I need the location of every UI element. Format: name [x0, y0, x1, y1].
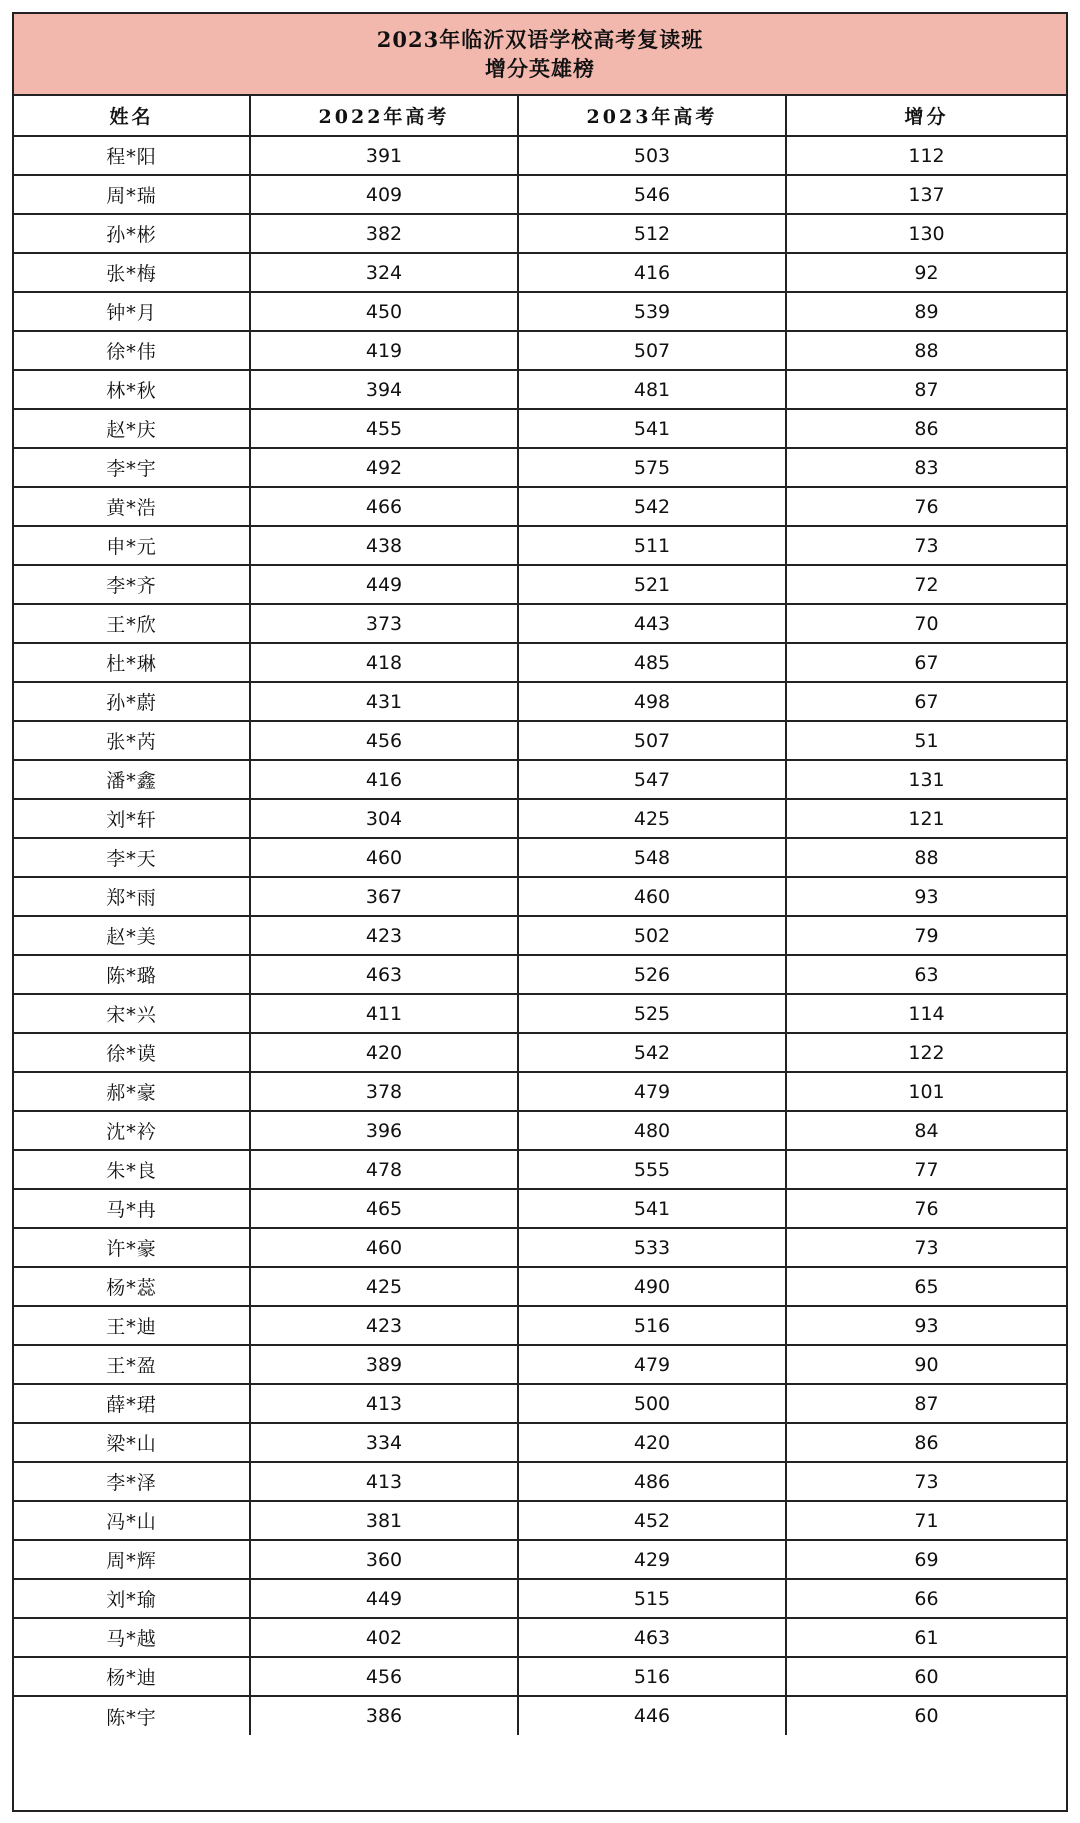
table-row	[14, 877, 1066, 916]
student-name: 王*迪	[14, 1306, 250, 1345]
score-2022: 418	[250, 643, 518, 682]
score-2022: 391	[250, 136, 518, 175]
score-gain: 93	[786, 877, 1066, 916]
student-name: 林*秋	[14, 370, 250, 409]
score-2022: 478	[250, 1150, 518, 1189]
table-row	[14, 214, 1066, 253]
score-gain: 67	[786, 643, 1066, 682]
table-row	[14, 643, 1066, 682]
score-2022: 423	[250, 916, 518, 955]
score-2023: 429	[518, 1540, 786, 1579]
student-name: 杜*琳	[14, 643, 250, 682]
score-2023: 525	[518, 994, 786, 1033]
score-gain: 79	[786, 916, 1066, 955]
score-2022: 389	[250, 1345, 518, 1384]
student-name: 潘*鑫	[14, 760, 250, 799]
score-2022: 378	[250, 1072, 518, 1111]
score-gain: 76	[786, 1189, 1066, 1228]
score-2022: 373	[250, 604, 518, 643]
student-name: 钟*月	[14, 292, 250, 331]
score-gain: 131	[786, 760, 1066, 799]
table-row	[14, 799, 1066, 838]
score-2023: 541	[518, 409, 786, 448]
score-2023: 546	[518, 175, 786, 214]
score-gain: 76	[786, 487, 1066, 526]
table-row	[14, 448, 1066, 487]
score-2023: 516	[518, 1306, 786, 1345]
score-2023: 443	[518, 604, 786, 643]
score-2023: 498	[518, 682, 786, 721]
student-name: 王*欣	[14, 604, 250, 643]
score-2022: 381	[250, 1501, 518, 1540]
score-gain: 72	[786, 565, 1066, 604]
score-gain: 86	[786, 409, 1066, 448]
score-2023: 507	[518, 331, 786, 370]
student-name: 宋*兴	[14, 994, 250, 1033]
student-name: 杨*迪	[14, 1657, 250, 1696]
score-2023: 425	[518, 799, 786, 838]
score-2022: 324	[250, 253, 518, 292]
table-row	[14, 1501, 1066, 1540]
score-2022: 455	[250, 409, 518, 448]
student-name: 黄*浩	[14, 487, 250, 526]
table-row	[14, 1462, 1066, 1501]
score-2023: 502	[518, 916, 786, 955]
table-row	[14, 292, 1066, 331]
table-row	[14, 604, 1066, 643]
header-score-2023: 2023年高考	[518, 96, 786, 136]
score-2023: 516	[518, 1657, 786, 1696]
student-name: 刘*瑜	[14, 1579, 250, 1618]
student-name: 许*豪	[14, 1228, 250, 1267]
table-row	[14, 1189, 1066, 1228]
score-2022: 394	[250, 370, 518, 409]
student-name: 刘*轩	[14, 799, 250, 838]
score-2022: 438	[250, 526, 518, 565]
score-gain: 77	[786, 1150, 1066, 1189]
score-gain: 93	[786, 1306, 1066, 1345]
score-gain: 112	[786, 136, 1066, 175]
score-2022: 419	[250, 331, 518, 370]
score-2022: 396	[250, 1111, 518, 1150]
score-2023: 515	[518, 1579, 786, 1618]
score-2022: 456	[250, 721, 518, 760]
score-2022: 465	[250, 1189, 518, 1228]
score-2022: 456	[250, 1657, 518, 1696]
student-name: 申*元	[14, 526, 250, 565]
student-name: 赵*庆	[14, 409, 250, 448]
student-name: 王*盈	[14, 1345, 250, 1384]
table-row	[14, 682, 1066, 721]
table-row	[14, 1267, 1066, 1306]
score-2022: 460	[250, 838, 518, 877]
header-score-2022: 2022年高考	[250, 96, 518, 136]
score-gain: 67	[786, 682, 1066, 721]
student-name: 张*芮	[14, 721, 250, 760]
score-2022: 420	[250, 1033, 518, 1072]
table-row	[14, 1657, 1066, 1696]
student-name: 孙*蔚	[14, 682, 250, 721]
score-2022: 409	[250, 175, 518, 214]
score-gain: 73	[786, 1228, 1066, 1267]
score-2023: 479	[518, 1072, 786, 1111]
score-2022: 423	[250, 1306, 518, 1345]
score-2022: 334	[250, 1423, 518, 1462]
header-name: 姓名	[14, 96, 250, 136]
score-gain: 71	[786, 1501, 1066, 1540]
score-2023: 548	[518, 838, 786, 877]
table-row	[14, 994, 1066, 1033]
score-2022: 492	[250, 448, 518, 487]
table-row	[14, 136, 1066, 175]
score-2023: 539	[518, 292, 786, 331]
score-2023: 512	[518, 214, 786, 253]
score-2023: 575	[518, 448, 786, 487]
score-gain: 122	[786, 1033, 1066, 1072]
student-name: 冯*山	[14, 1501, 250, 1540]
score-2023: 533	[518, 1228, 786, 1267]
score-gain: 60	[914, 1705, 939, 1727]
student-name: 陈*璐	[14, 955, 250, 994]
table-row	[14, 175, 1066, 214]
score-2023: 511	[518, 526, 786, 565]
table-row	[14, 1150, 1066, 1189]
student-name: 李*天	[14, 838, 250, 877]
table-row	[14, 487, 1066, 526]
student-name: 徐*伟	[14, 331, 250, 370]
student-name: 朱*良	[14, 1150, 250, 1189]
table-row	[14, 955, 1066, 994]
score-gain: 83	[786, 448, 1066, 487]
score-gain: 51	[786, 721, 1066, 760]
student-name: 徐*谟	[14, 1033, 250, 1072]
table-row	[14, 838, 1066, 877]
table-row	[14, 1540, 1066, 1579]
score-2022: 413	[250, 1462, 518, 1501]
score-2023: 542	[518, 1033, 786, 1072]
score-2023: 486	[518, 1462, 786, 1501]
score-2023: 507	[518, 721, 786, 760]
score-2022: 460	[250, 1228, 518, 1267]
score-2022: 466	[250, 487, 518, 526]
table-row	[14, 916, 1066, 955]
score-2023: 479	[518, 1345, 786, 1384]
score-2023: 500	[518, 1384, 786, 1423]
score-2022: 360	[250, 1540, 518, 1579]
score-2022: 431	[250, 682, 518, 721]
score-gain: 84	[786, 1111, 1066, 1150]
score-2022: 304	[250, 799, 518, 838]
score-2023: 452	[518, 1501, 786, 1540]
score-2022: 416	[250, 760, 518, 799]
table-row	[14, 1033, 1066, 1072]
score-gain: 61	[786, 1618, 1066, 1657]
page-title: 2023年临沂双语学校高考复读班	[376, 27, 704, 52]
table-row	[14, 1384, 1066, 1423]
table-row	[14, 370, 1066, 409]
table-row	[14, 565, 1066, 604]
score-gain: 60	[786, 1657, 1066, 1696]
score-2023: 446	[518, 1696, 786, 1735]
score-gain: 73	[786, 1462, 1066, 1501]
table-row	[14, 331, 1066, 370]
student-name: 李*宇	[14, 448, 250, 487]
score-gain: 63	[786, 955, 1066, 994]
table-row	[14, 721, 1066, 760]
student-name: 杨*蕊	[14, 1267, 250, 1306]
student-name: 沈*衿	[14, 1111, 250, 1150]
score-gain: 101	[786, 1072, 1066, 1111]
student-name: 马*冉	[14, 1189, 250, 1228]
table-row	[14, 1579, 1066, 1618]
score-gain: 90	[786, 1345, 1066, 1384]
score-2022: 367	[250, 877, 518, 916]
score-gain: 65	[786, 1267, 1066, 1306]
score-2022: 413	[250, 1384, 518, 1423]
score-2023: 547	[518, 760, 786, 799]
student-name: 周*瑞	[14, 175, 250, 214]
table-body	[14, 136, 1066, 1735]
score-gain: 137	[786, 175, 1066, 214]
table-row	[14, 1111, 1066, 1150]
score-gain: 92	[786, 253, 1066, 292]
score-2022: 449	[250, 565, 518, 604]
student-name: 郝*豪	[14, 1072, 250, 1111]
score-2022: 425	[250, 1267, 518, 1306]
score-2022: 411	[250, 994, 518, 1033]
score-gain: 121	[786, 799, 1066, 838]
student-name: 李*齐	[14, 565, 250, 604]
score-gain: 130	[786, 214, 1066, 253]
score-2023: 420	[518, 1423, 786, 1462]
score-2023: 555	[518, 1150, 786, 1189]
score-2023: 542	[518, 487, 786, 526]
score-gain: 66	[786, 1579, 1066, 1618]
score-2023: 526	[518, 955, 786, 994]
score-2023: 503	[518, 136, 786, 175]
table-header-row	[14, 96, 1066, 136]
score-sheet	[12, 12, 1068, 1812]
score-gain: 87	[786, 1384, 1066, 1423]
score-2023: 541	[518, 1189, 786, 1228]
score-2023: 490	[518, 1267, 786, 1306]
student-name: 孙*彬	[14, 214, 250, 253]
score-2022: 450	[250, 292, 518, 331]
table-row	[14, 1696, 1066, 1735]
page-subtitle: 增分英雄榜	[485, 56, 595, 81]
score-2023: 485	[518, 643, 786, 682]
table-row	[14, 409, 1066, 448]
score-2022: 382	[250, 214, 518, 253]
score-gain: 88	[786, 838, 1066, 877]
student-name: 张*梅	[14, 253, 250, 292]
score-2023: 463	[518, 1618, 786, 1657]
header-gain: 增分	[786, 96, 1066, 136]
student-name: 程*阳	[14, 136, 250, 175]
score-gain: 86	[786, 1423, 1066, 1462]
student-name: 周*辉	[14, 1540, 250, 1579]
score-gain: 73	[786, 526, 1066, 565]
score-2022: 463	[250, 955, 518, 994]
score-2023: 481	[518, 370, 786, 409]
table-row	[14, 526, 1066, 565]
score-2023: 416	[518, 253, 786, 292]
student-name: 赵*美	[14, 916, 250, 955]
student-name: 马*越	[14, 1618, 250, 1657]
student-name: 李*泽	[14, 1462, 250, 1501]
score-2022: 386	[250, 1696, 518, 1735]
score-gain: 114	[786, 994, 1066, 1033]
score-2022: 402	[250, 1618, 518, 1657]
score-2023: 460	[518, 877, 786, 916]
table-row	[14, 1072, 1066, 1111]
score-gain: 87	[786, 370, 1066, 409]
table-row	[14, 253, 1066, 292]
score-2022: 449	[250, 1579, 518, 1618]
table-row	[14, 1618, 1066, 1657]
score-gain: 88	[786, 331, 1066, 370]
table-row	[14, 1423, 1066, 1462]
score-gain: 89	[786, 292, 1066, 331]
score-2023: 480	[518, 1111, 786, 1150]
score-table	[14, 96, 1066, 1735]
table-row	[14, 1306, 1066, 1345]
score-gain: 70	[786, 604, 1066, 643]
student-name: 郑*雨	[14, 877, 250, 916]
student-name: 陈*宇	[14, 1696, 250, 1735]
score-gain: 69	[786, 1540, 1066, 1579]
score-2023: 521	[518, 565, 786, 604]
table-row	[14, 1228, 1066, 1267]
table-row	[14, 760, 1066, 799]
student-name: 薛*珺	[14, 1384, 250, 1423]
student-name: 梁*山	[14, 1423, 250, 1462]
table-row	[14, 1345, 1066, 1384]
title-banner	[14, 14, 1066, 96]
